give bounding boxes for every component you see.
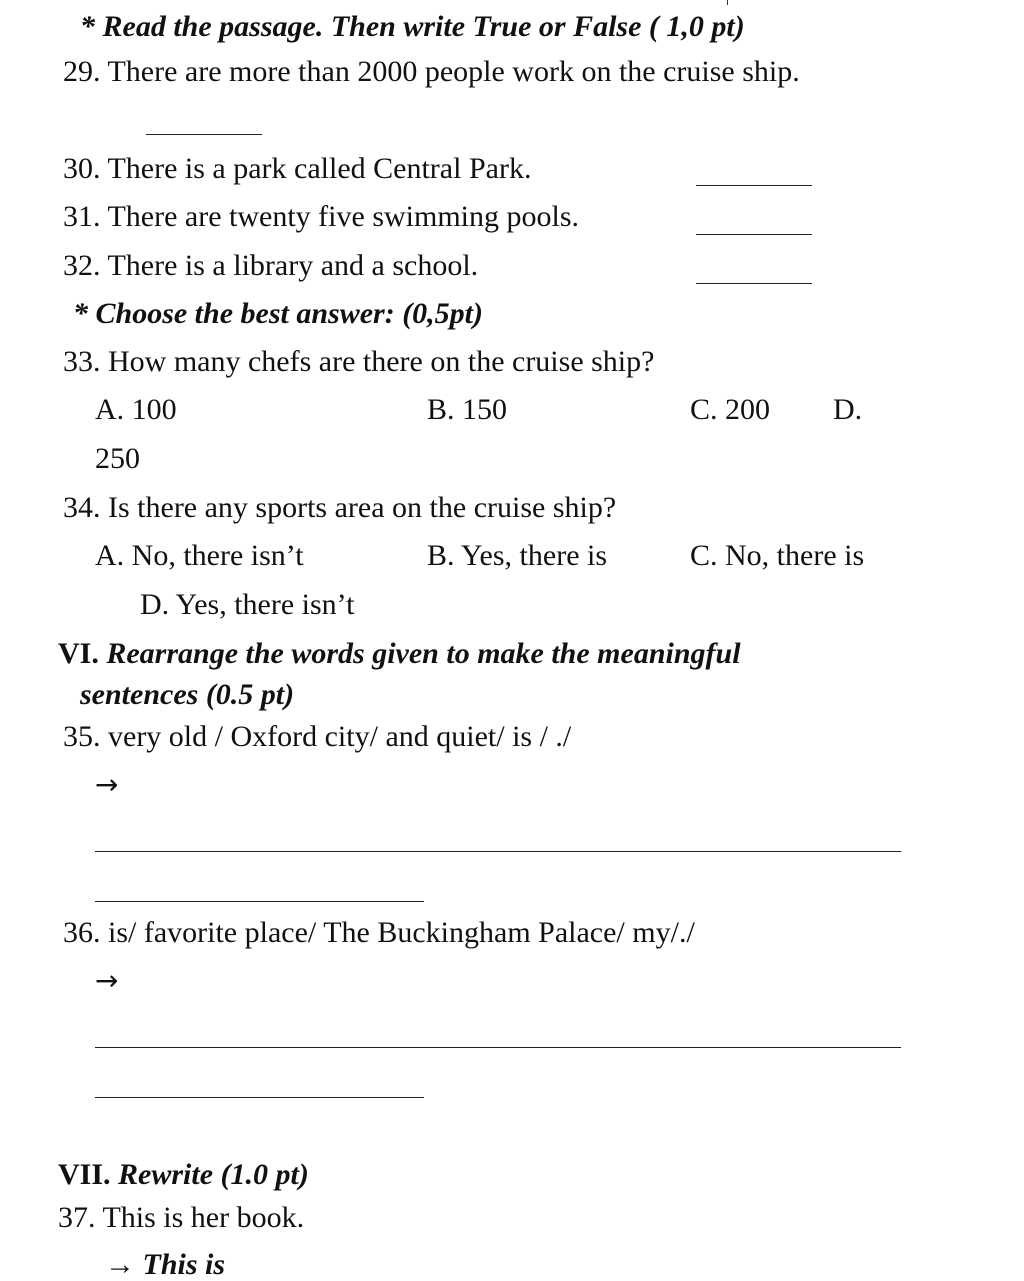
q36-prompt: 36. is/ favorite place/ The Buckingham Palace/ my/./ bbox=[63, 916, 695, 949]
answer-blank-31[interactable] bbox=[696, 234, 812, 235]
q35-answer-line-2[interactable] bbox=[95, 901, 424, 902]
q35-prompt: 35. very old / Oxford city/ and quiet/ is / ./ bbox=[63, 720, 572, 753]
q35-answer-line-1[interactable] bbox=[95, 851, 901, 852]
cropped-text-fragment bbox=[727, 0, 728, 5]
q34-option-b[interactable]: B. Yes, there is bbox=[427, 539, 608, 572]
section-vi-title-line2: sentences (0.5 pt) bbox=[80, 678, 295, 711]
section-vii-heading bbox=[58, 1160, 309, 1190]
q36-arrow-icon: → bbox=[95, 964, 119, 997]
q34-question: 34. Is there any sports area on the cruise ship? bbox=[63, 491, 617, 524]
q34-option-a[interactable]: A. No, there isn’t bbox=[95, 539, 304, 572]
q33-option-a[interactable]: A. 100 bbox=[95, 393, 177, 426]
q33-option-d-value[interactable]: 250 bbox=[95, 442, 140, 475]
answer-blank-32[interactable] bbox=[696, 283, 812, 284]
q36-answer-line-1[interactable] bbox=[95, 1047, 901, 1048]
section-vi-title-line1: Rearrange the words given to make the meaningful bbox=[106, 637, 741, 670]
section-vi-numeral: VI. bbox=[58, 637, 99, 670]
section-vii-title: Rewrite (1.0 pt) bbox=[118, 1158, 309, 1191]
q36-answer-line-2[interactable] bbox=[95, 1097, 424, 1098]
answer-blank-30[interactable] bbox=[696, 185, 812, 186]
q33-option-c[interactable]: C. 200 bbox=[690, 393, 771, 426]
tf-item-29: 29. There are more than 2000 people work on the cruise ship. bbox=[63, 55, 800, 88]
q37-answer-prefix: → This is bbox=[105, 1248, 226, 1281]
q37-prompt: 37. This is her book. bbox=[58, 1201, 305, 1234]
answer-blank-29[interactable] bbox=[146, 134, 262, 135]
q34-option-d[interactable]: D. Yes, there isn’t bbox=[140, 588, 355, 621]
q34-option-c[interactable]: C. No, there is bbox=[690, 539, 865, 572]
q33-option-b[interactable]: B. 150 bbox=[427, 393, 508, 426]
mc-instruction: * Choose the best answer: (0,5pt) bbox=[73, 297, 484, 330]
q33-question: 33. How many chefs are there on the cruise ship? bbox=[63, 345, 655, 378]
tf-item-30: 30. There is a park called Central Park. bbox=[63, 152, 532, 185]
tf-item-32: 32. There is a library and a school. bbox=[63, 249, 479, 282]
section-vii-numeral: VII. bbox=[58, 1158, 111, 1191]
section-vi-heading bbox=[58, 639, 741, 669]
tf-instruction: * Read the passage. Then write True or False ( 1,0 pt) bbox=[80, 10, 745, 43]
q33-option-d[interactable]: D. bbox=[833, 393, 863, 426]
q35-arrow-icon: → bbox=[95, 768, 119, 801]
tf-item-31: 31. There are twenty five swimming pools. bbox=[63, 200, 580, 233]
